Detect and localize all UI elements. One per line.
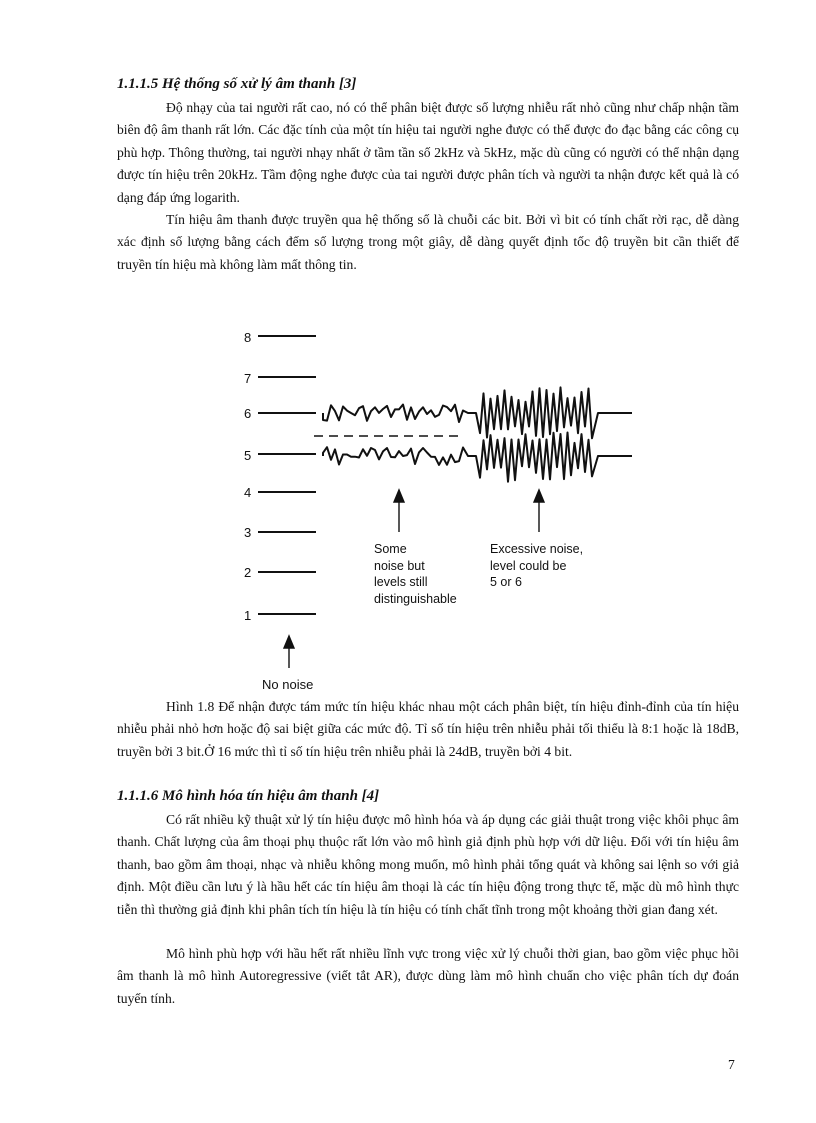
some-noise-line-2: noise but: [374, 559, 425, 573]
level-lines: [258, 336, 316, 614]
level-label-2: 2: [244, 565, 252, 580]
signal-trace-level-6: [323, 387, 632, 438]
level-label-5: 5: [244, 448, 252, 463]
paragraph-ear-sensitivity: Độ nhạy của tai người rất cao, nó có thể phân biệt được số lượng nhiễu rất nhỏ cũng như chấp nhận tầm biên độ âm thanh rất lớn. Các đặc tính của một tín hiệu tai người nghe được có thể được đo đạc bằng các công cụ phù hợp. Thông thường, tai người nhạy nhất ở tầm tần số 2kHz và 5kHz, mặc dù cũng có người có thể nhận dạng được tín hiệu trên 20kHz. Tầm động nghe được của tai người được phân tích và người ta nhận được kết quả là có dạng đáp ứng logarith.: [117, 100, 739, 205]
level-label-6: 6: [244, 406, 252, 421]
excessive-noise-line-3: 5 or 6: [490, 575, 522, 589]
paragraph-signal-modeling: Có rất nhiều kỹ thuật xử lý tín hiệu được mô hình hóa và áp dụng các giải thuật trong việc khôi phục âm thanh. Chất lượng của âm thoại phụ thuộc rất lớn vào mô hình giả định phù hợp với dữ liệu. Đối với tín hiệu âm thanh, bao gồm âm thoại, nhạc và nhiễu không mong muốn, mô hình phải tổng quát và không sai lệnh so với giả định. Một điều cần lưu ý là hầu hết các tín hiệu âm thoại là các tín hiệu động trong thực tế, mặc dù mô hình thực tiễn thì thường giả định khi phân tích tín hiệu là tín hiệu có tính chất tĩnh trong một khoảng thời gian đang xét.: [117, 812, 739, 917]
level-label-3: 3: [244, 525, 252, 540]
page-number: 7: [728, 1057, 735, 1072]
level-label-7: 7: [244, 371, 252, 386]
level-label-4: 4: [244, 485, 252, 500]
signal-trace-level-5: [323, 433, 632, 482]
signal-levels-diagram: [228, 322, 648, 694]
excessive-noise-line-2: level could be: [490, 559, 567, 573]
section-heading-1-1-1-6: 1.1.1.6 Mô hình hóa tín hiệu âm thanh [4]: [117, 788, 380, 804]
some-noise-line-1: Some: [374, 542, 407, 556]
some-noise-line-4: distinguishable: [374, 592, 457, 606]
excessive-noise-line-1: Excessive noise,: [490, 542, 584, 556]
no-noise-label: No noise: [262, 677, 314, 692]
level-label-8: 8: [244, 330, 252, 345]
signal-levels-figure: [228, 322, 648, 694]
figure-caption: Hình 1.8 Để nhận được tám mức tín hiệu khác nhau một cách phân biệt, tín hiệu đỉnh-đỉnh của tín hiệu nhiễu phải nhỏ hơn hoặc độ sai biệt giữa các mức độ. Tỉ số tín hiệu trên nhiễu phải tối thiểu là 8:1 hoặc là 18dB, truyền bởi 3 bit.Ở 16 mức thì tỉ số tín hiệu trên nhiễu phải là 24dB, truyền bởi 4 bit.: [117, 699, 739, 759]
section-heading-1-1-1-5: 1.1.1.5 Hệ thống số xử lý âm thanh [3]: [117, 76, 357, 92]
paragraph-ar-model: Mô hình phù hợp với hầu hết rất nhiều lĩnh vực trong việc xử lý chuỗi thời gian, bao gồm việc phục hồi âm thanh là mô hình Autoregressive (viết tắt AR), được dùng làm mô hình chuẩn cho việc phân tích dự đoán tuyến tính.: [117, 946, 739, 1006]
some-noise-line-3: levels still: [374, 575, 428, 589]
paragraph-digital-bits: Tín hiệu âm thanh được truyền qua hệ thống số là chuỗi các bit. Bởi vì bit có tính chất rời rạc, dễ dàng xác định số lượng bằng cách đếm số lượng trong một giây, dễ dàng quyết định tốc độ truyền bit cần thiết để truyền tín hiệu mà không làm mất thông tin.: [117, 212, 739, 272]
level-label-1: 1: [244, 608, 252, 623]
